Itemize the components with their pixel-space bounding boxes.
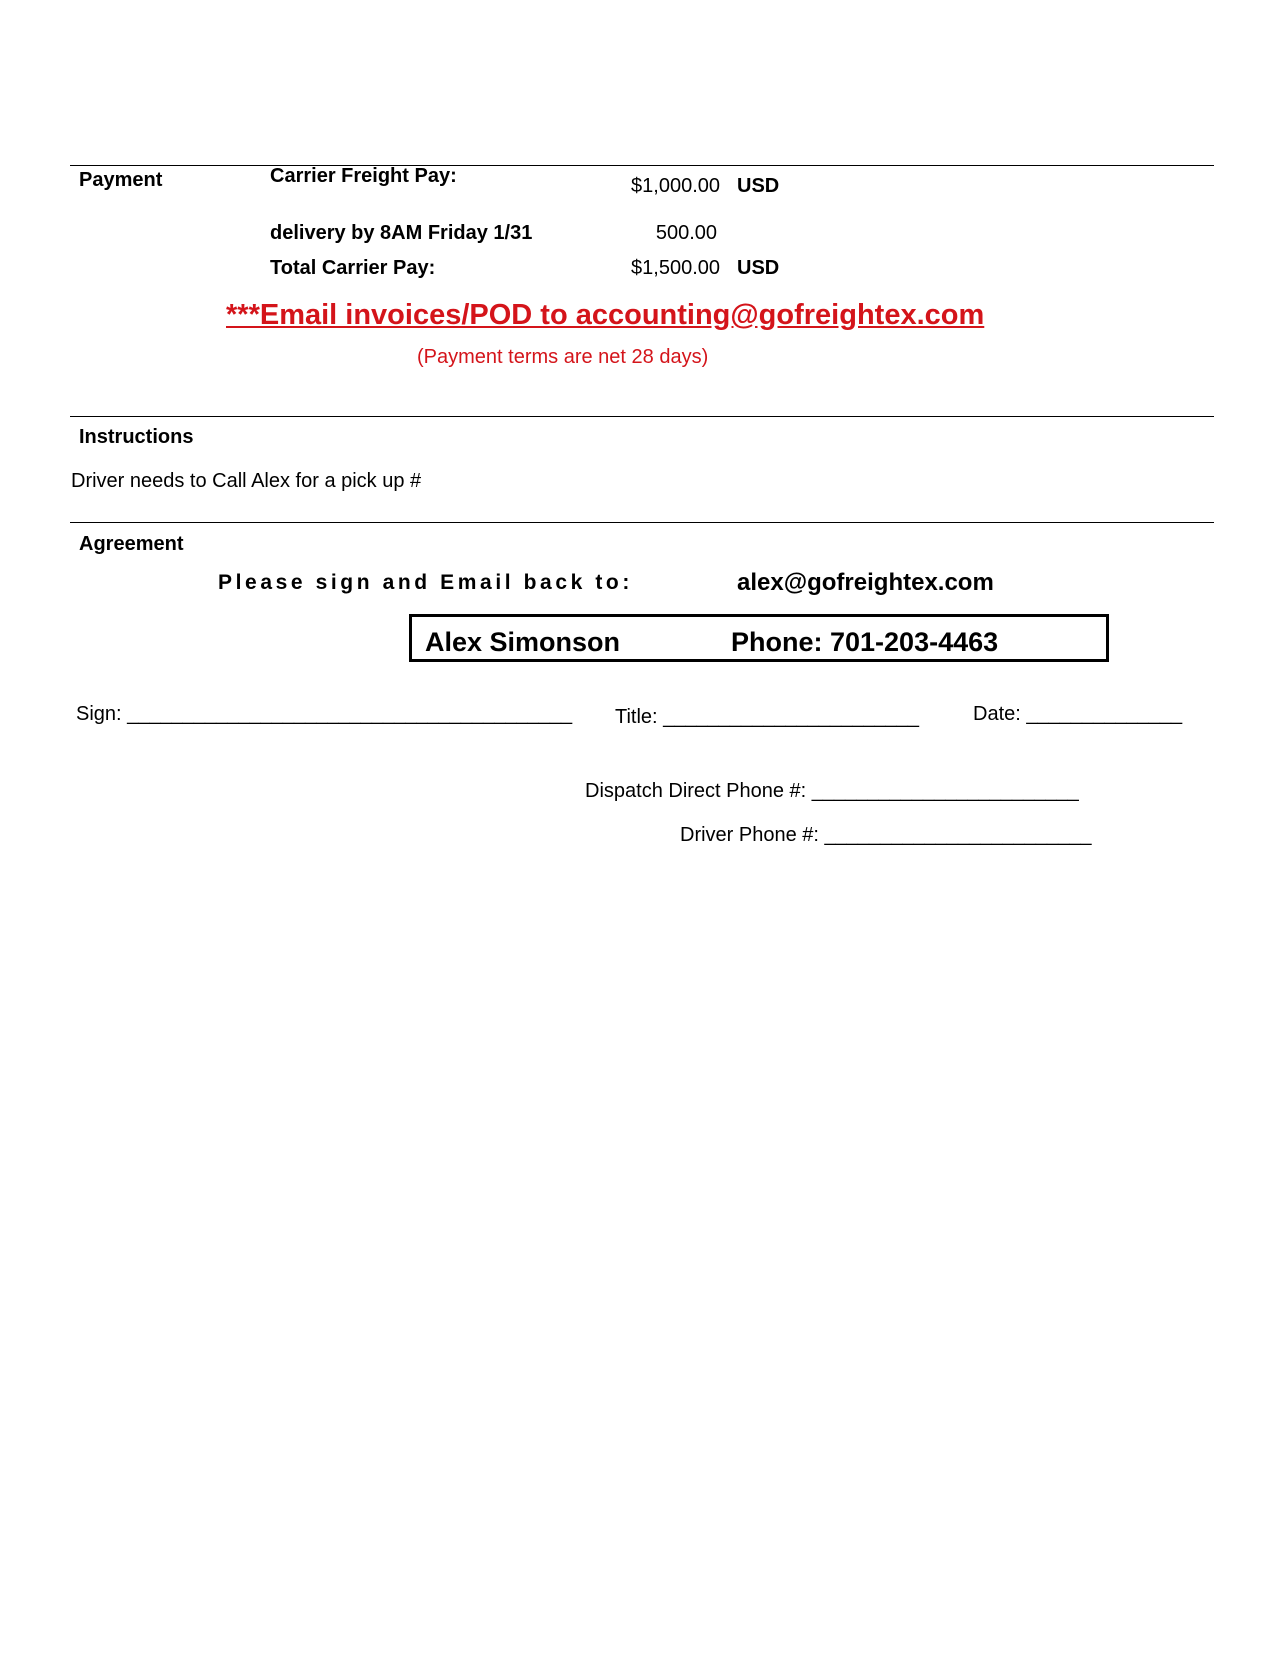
sign-line[interactable]: Sign: ________________________________________ bbox=[76, 703, 573, 725]
dispatch-phone-line[interactable]: Dispatch Direct Phone #: ________________________ bbox=[585, 780, 1079, 802]
email-invoices-notice: ***Email invoices/POD to accounting@gofreightex.com bbox=[226, 299, 985, 331]
payment-section-title: Payment bbox=[79, 169, 163, 191]
instructions-section-title: Instructions bbox=[79, 426, 194, 448]
agreement-section-title: Agreement bbox=[79, 533, 184, 555]
delivery-surcharge-label: delivery by 8AM Friday 1/31 bbox=[270, 222, 533, 244]
instructions-divider bbox=[70, 416, 1214, 417]
total-carrier-pay-amount: $1,500.00 bbox=[631, 257, 720, 279]
delivery-surcharge-amount: 500.00 bbox=[655, 222, 717, 244]
carrier-freight-pay-currency: USD bbox=[737, 175, 780, 197]
agreement-email: alex@gofreightex.com bbox=[737, 569, 994, 596]
agreement-divider bbox=[70, 522, 1214, 523]
date-line[interactable]: Date: ______________ bbox=[973, 703, 1183, 725]
payment-divider bbox=[70, 165, 1214, 166]
sign-prompt: Please sign and Email back to: bbox=[218, 571, 633, 594]
carrier-freight-pay-amount: $1,000.00 bbox=[631, 175, 720, 197]
title-line[interactable]: Title: _______________________ bbox=[615, 706, 919, 728]
payment-terms: (Payment terms are net 28 days) bbox=[417, 346, 709, 368]
driver-phone-line[interactable]: Driver Phone #: ________________________ bbox=[680, 824, 1092, 846]
total-carrier-pay-label: Total Carrier Pay: bbox=[270, 257, 436, 279]
contact-name: Alex Simonson bbox=[425, 627, 621, 657]
carrier-freight-pay-label: Carrier Freight Pay: bbox=[270, 165, 457, 187]
total-carrier-pay-currency: USD bbox=[737, 257, 780, 279]
contact-phone: Phone: 701-203-4463 bbox=[731, 627, 999, 657]
instructions-text: Driver needs to Call Alex for a pick up # bbox=[71, 470, 422, 492]
